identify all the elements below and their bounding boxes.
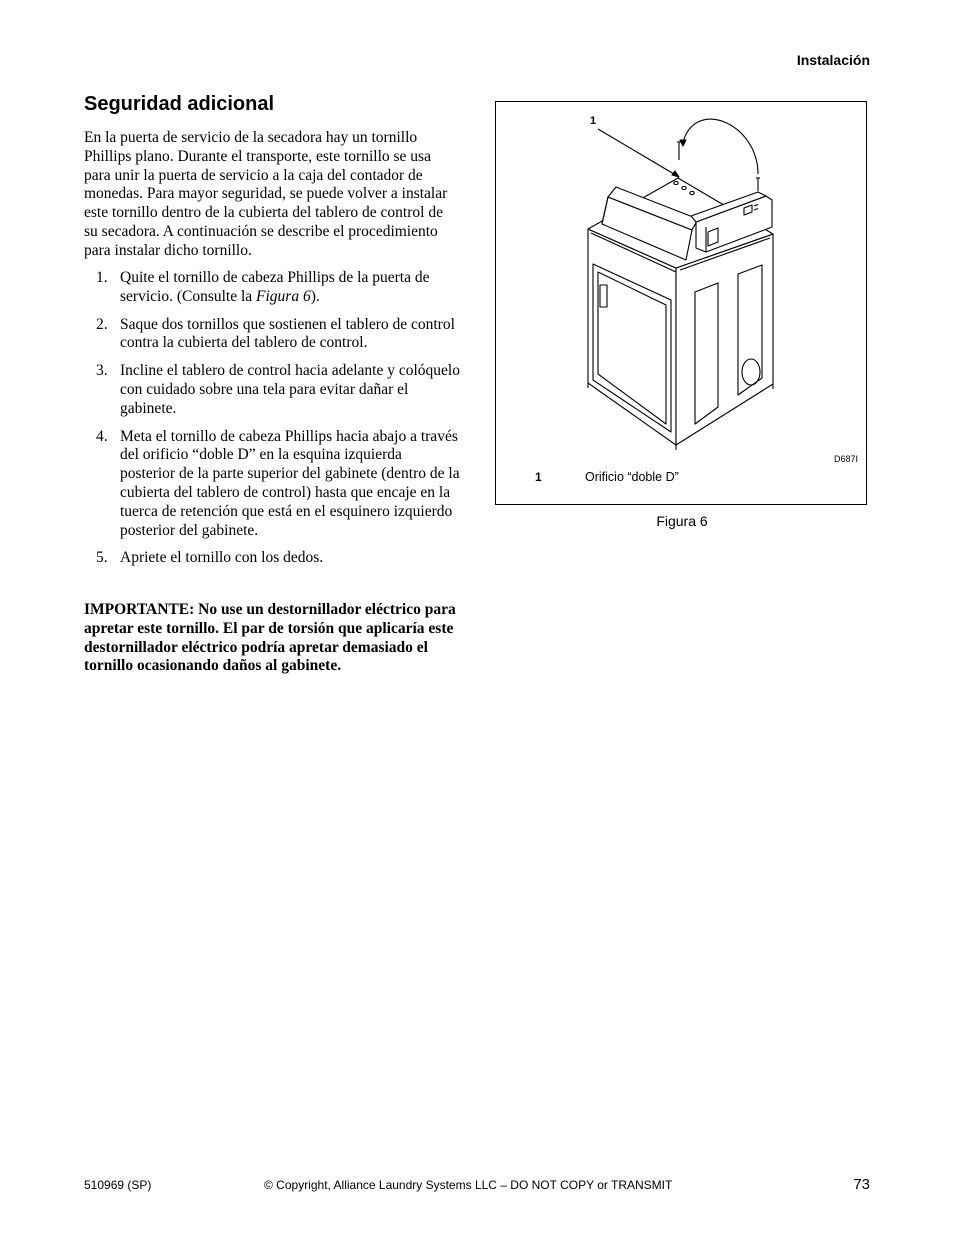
step-number: 4. bbox=[96, 427, 108, 445]
important-notice: IMPORTANTE: No use un destornillador eléctrico para apretar este tornillo. El par de torsión que aplicaría este destornillador eléctrico podría apretar demasiado el tornillo ocasionando daños al gabinete. bbox=[84, 601, 456, 675]
dryer-illustration bbox=[496, 102, 868, 506]
step-number: 5. bbox=[96, 549, 108, 567]
step-text: Apriete el tornillo con los dedos. bbox=[120, 549, 324, 567]
intro-paragraph: En la puerta de servicio de la secadora hay un tornillo Phillips plano. Durante el transporte, este tornillo se usa para unir la puerta de servicio a la caja del contador de monedas. Para mayor seguridad, se puede volver a instalar este tornillo dentro de la cubierta del tablero de control de su secadora. A continuación se describe el procedimiento para instalar dicho tornillo. bbox=[84, 129, 448, 259]
step-item bbox=[84, 316, 460, 354]
step-number: 2. bbox=[96, 315, 108, 333]
page-number: 73 bbox=[853, 1176, 870, 1193]
step-item bbox=[84, 549, 460, 568]
running-header: Instalación bbox=[796, 52, 870, 68]
step-text: Incline el tablero de control hacia adelante y colóquelo con cuidado sobre una tela para evitar dañar el gabinete. bbox=[120, 362, 460, 417]
step-text: Meta el tornillo de cabeza Phillips hacia abajo a través del orificio “doble D” en la esquina izquierda posterior de la parte superior del gabinete (dentro de la cubierta del tablero de control) hasta que encaje en la tuerca de retención que está en el esquinero izquierdo posterior del gabinete. bbox=[120, 427, 460, 539]
step-number: 1. bbox=[96, 269, 108, 286]
legend-text: Orificio “doble D” bbox=[585, 470, 679, 484]
drawing-code: D687I bbox=[833, 454, 858, 464]
step-text: Quite el tornillo de cabeza Phillips de la puerta de servicio. (Consulte la Figura 6). bbox=[120, 269, 430, 305]
figure-caption: Figura 6 bbox=[656, 513, 708, 529]
step-item bbox=[84, 362, 460, 418]
step-text: Saque dos tornillos que sostienen el tablero de control contra la cubierta del tablero de control. bbox=[120, 315, 455, 352]
procedure-steps bbox=[84, 269, 460, 577]
step-number: 3. bbox=[96, 362, 108, 380]
footer-doc-number: 510969 (SP) bbox=[84, 1178, 152, 1192]
step-item bbox=[84, 428, 460, 541]
section-title: Seguridad adicional bbox=[84, 93, 275, 115]
callout-number: 1 bbox=[590, 115, 597, 127]
figure-box bbox=[495, 101, 867, 505]
figure-reference: Figura 6 bbox=[256, 287, 311, 305]
footer-copyright: © Copyright, Alliance Laundry Systems LLC – DO NOT COPY or TRANSMIT bbox=[264, 1178, 673, 1192]
step-item bbox=[84, 269, 460, 307]
legend-number: 1 bbox=[535, 470, 542, 484]
